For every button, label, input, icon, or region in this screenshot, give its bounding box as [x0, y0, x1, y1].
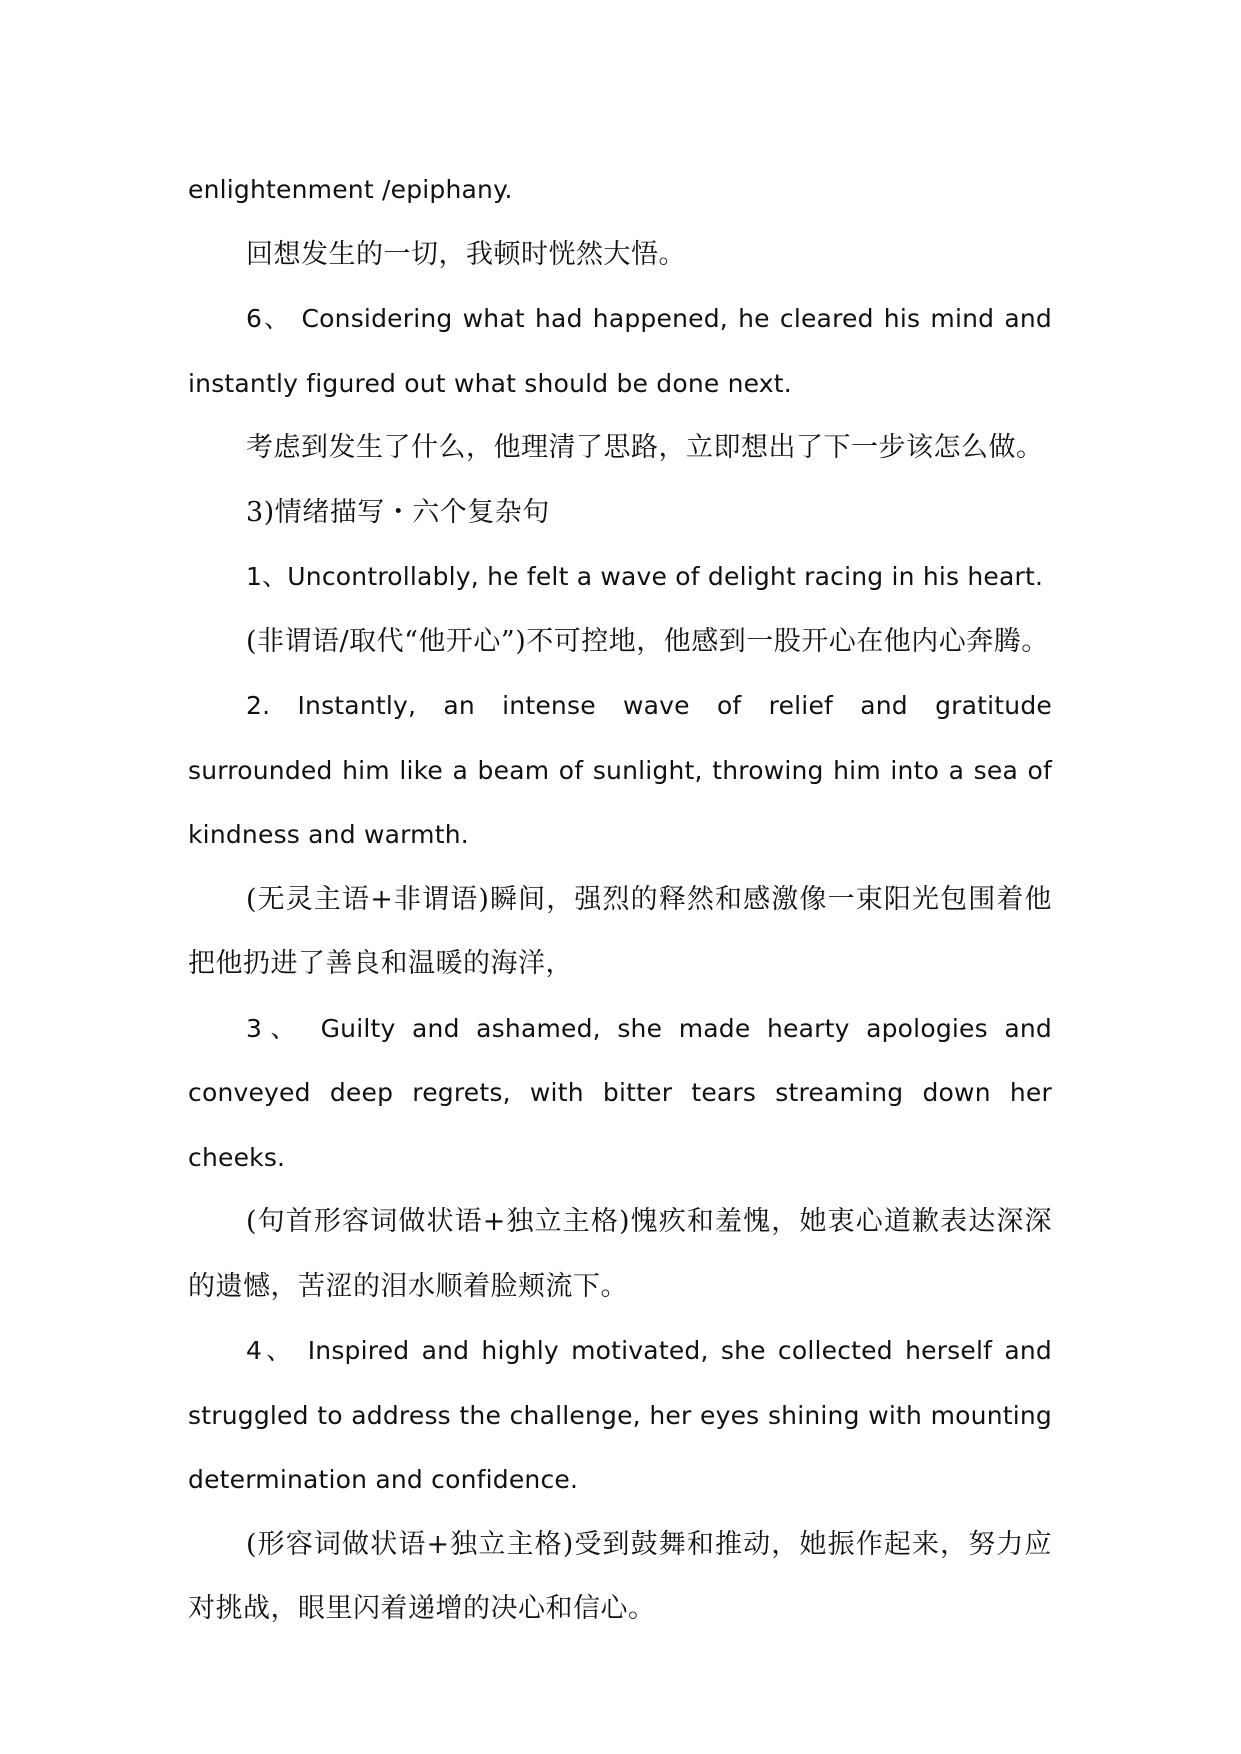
- paragraph-translation: (无灵主语+非谓语)瞬间，强烈的释然和感激像一束阳光包围着他把他扔进了善良和温暖的海洋，: [188, 883, 1052, 979]
- paragraph-translation: 考虑到发生了什么，他理清了思路，立即想出了下一步该怎么做。: [246, 432, 1044, 463]
- document-page: [188, 158, 1052, 1642]
- section-heading: 3)情绪描写・六个复杂句: [246, 496, 550, 528]
- paragraph-example-3: 3、 Guilty and ashamed, she made hearty apologies and conveyed deep regrets, with bitter tears streaming down her cheeks.: [188, 1013, 1052, 1172]
- paragraph-example-1: 1、Uncontrollably, he felt a wave of delight racing in his heart.: [246, 562, 1044, 591]
- paragraph-example-6: 6、 Considering what had happened, he cleared his mind and instantly figured out what should be done next.: [188, 304, 1052, 398]
- paragraph-example-4: 4、 Inspired and highly motivated, she collected herself and struggled to address the challenge, her eyes shining with mounting determination and confidence.: [188, 1336, 1052, 1494]
- paragraph-translation: (句首形容词做状语+独立主格)愧疚和羞愧，她衷心道歉表达深深的遗憾，苦涩的泪水顺着脸颊流下。: [188, 1206, 1052, 1302]
- paragraph-translation: (形容词做状语+独立主格)受到鼓舞和推动，她振作起来，努力应对挑战，眼里闪着递增的决心和信心。: [188, 1528, 1052, 1624]
- paragraph-example-2: 2. Instantly, an intense wave of relief and gratitude surrounded him like a beam of sunlight, throwing him into a sea of kindness and warmth.: [188, 691, 1052, 849]
- paragraph-translation: (非谓语/取代“他开心”)不可控地，他感到一股开心在他内心奔腾。: [246, 625, 1049, 657]
- paragraph-translation: 回想发生的一切，我顿时恍然大悟。: [246, 238, 686, 270]
- paragraph-continuation: enlightenment /epiphany.: [188, 175, 513, 204]
